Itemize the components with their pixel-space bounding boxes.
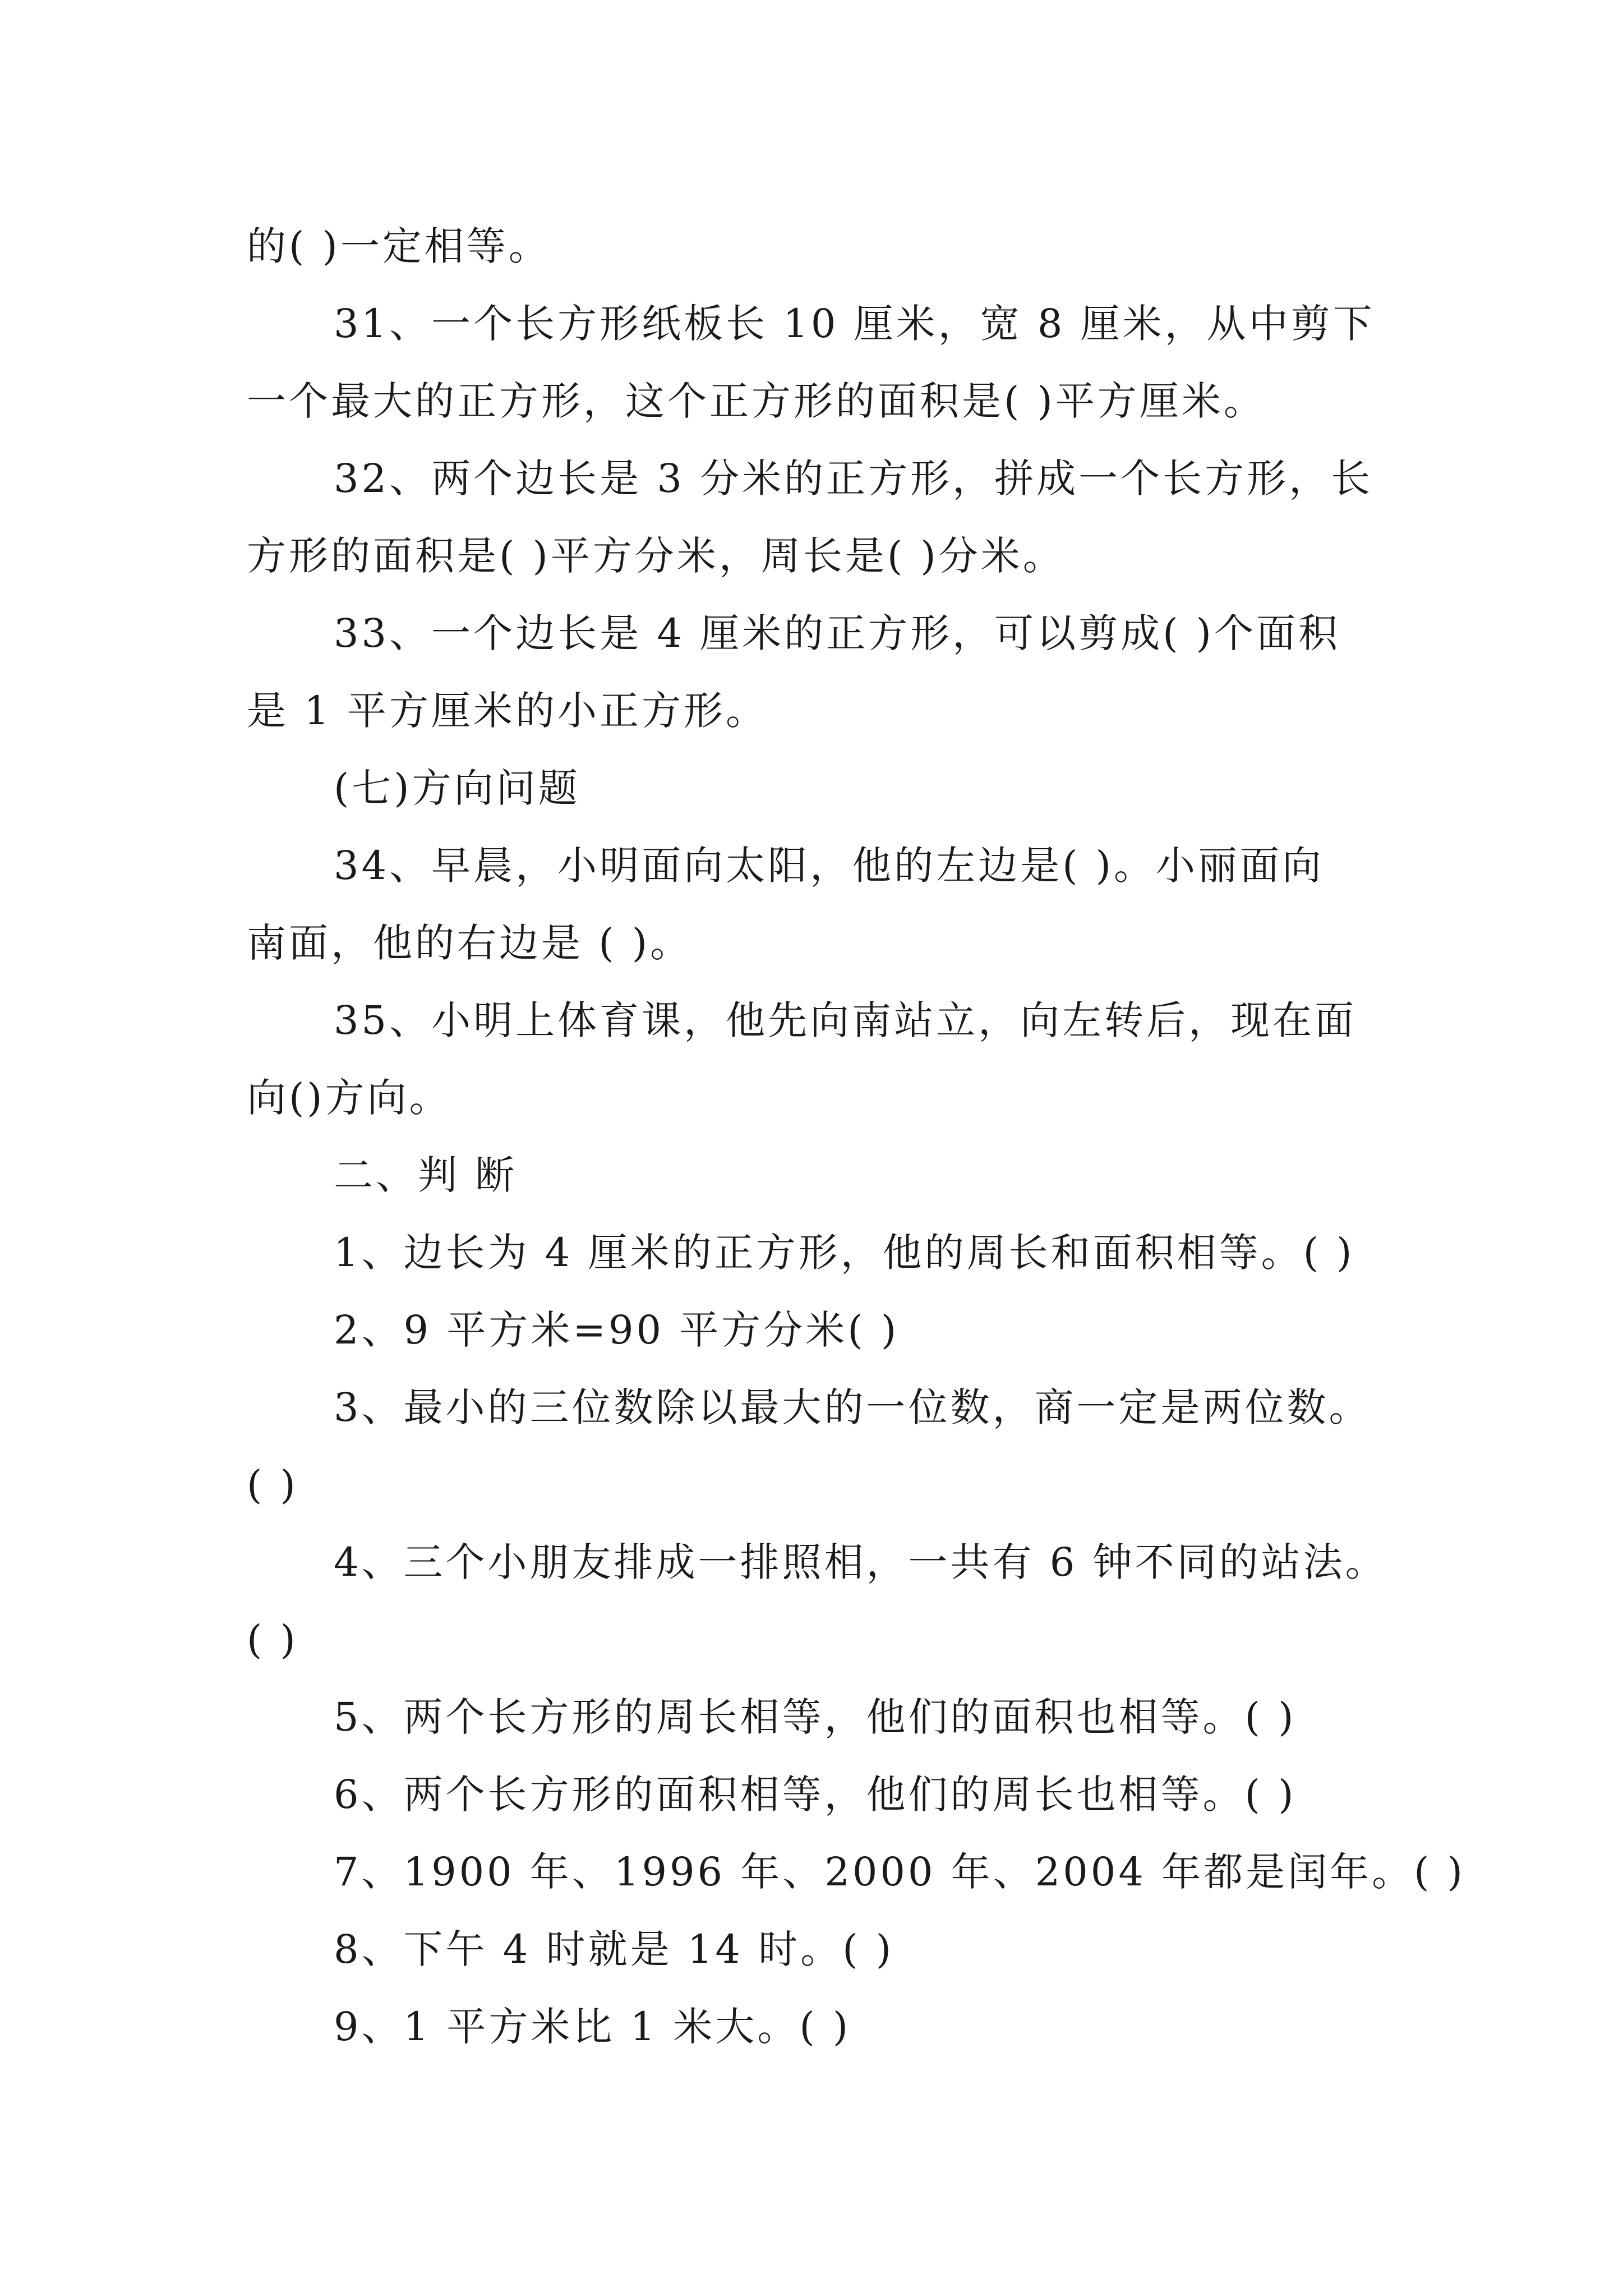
judgement-5: 5、两个长方形的周长相等，他们的面积也相等。( ) <box>334 1694 1297 1740</box>
question-34-line-1: 34、早晨，小明面向太阳，他的左边是( )。小丽面向 <box>334 843 1324 889</box>
judgement-3-line-2: ( ) <box>247 1462 298 1508</box>
question-35-line-1: 35、小明上体育课，他先向南站立，向左转后，现在面 <box>334 997 1357 1043</box>
question-34-line-2: 南面，他的右边是 ( )。 <box>247 920 693 966</box>
question-35-line-2: 向()方向。 <box>247 1075 451 1121</box>
section-heading-direction: (七)方向问题 <box>334 765 580 811</box>
judgement-6: 6、两个长方形的面积相等，他们的周长也相等。( ) <box>334 1772 1297 1818</box>
question-32-line-1: 32、两个边长是 3 分米的正方形，拼成一个长方形，长 <box>334 455 1373 501</box>
text-line: 的( )一定相等。 <box>247 223 551 269</box>
judgement-4-line-1: 4、三个小朋友排成一排照相，一共有 6 钟不同的站法。 <box>334 1539 1387 1585</box>
section-heading-judgement: 二、判 断 <box>334 1152 518 1198</box>
judgement-3-line-1: 3、最小的三位数除以最大的一位数，商一定是两位数。 <box>334 1384 1371 1430</box>
question-33-line-1: 33、一个边长是 4 厘米的正方形，可以剪成( )个面积 <box>334 610 1340 656</box>
judgement-9: 9、1 平方米比 1 米大。( ) <box>334 2004 851 2050</box>
judgement-1: 1、边长为 4 厘米的正方形，他的周长和面积相等。( ) <box>334 1230 1355 1276</box>
question-32-line-2: 方形的面积是( )平方分米，周长是( )分米。 <box>247 533 1065 579</box>
judgement-8: 8、下午 4 时就是 14 时。( ) <box>334 1926 895 1972</box>
document-body <box>247 208 1465 2065</box>
judgement-7: 7、1900 年、1996 年、2000 年、2004 年都是闰年。( ) <box>334 1849 1465 1895</box>
judgement-2: 2、9 平方米=90 平方分米( ) <box>334 1307 900 1353</box>
question-31-line-1: 31、一个长方形纸板长 10 厘米，宽 8 厘米，从中剪下 <box>334 301 1375 347</box>
question-31-line-2: 一个最大的正方形，这个正方形的面积是( )平方厘米。 <box>247 378 1266 424</box>
judgement-4-line-2: ( ) <box>247 1617 298 1663</box>
question-33-line-2: 是 1 平方厘米的小正方形。 <box>247 688 768 734</box>
